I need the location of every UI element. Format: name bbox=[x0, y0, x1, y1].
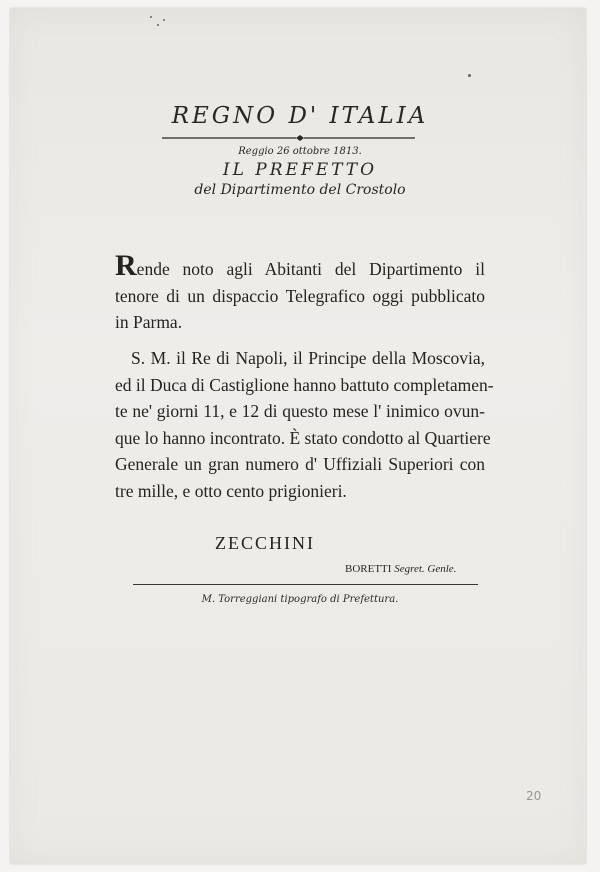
secretary-signature bbox=[345, 563, 456, 575]
text-line: in Parma. bbox=[115, 312, 183, 332]
title-ornament-rule bbox=[0, 134, 600, 142]
secretary-role: Segret. Genle. bbox=[394, 563, 457, 575]
text-line: te ne' giorni 11, e 12 di questo mese l' inimico ovun- bbox=[115, 401, 485, 421]
text-line: Generale un gran numero d' Uffiziali Superiori con bbox=[115, 454, 485, 474]
paragraph-announcement bbox=[115, 249, 485, 336]
divider-rule bbox=[133, 584, 478, 585]
secretary-name: BORETTI bbox=[345, 563, 392, 575]
prefect-heading: IL PREFETTO bbox=[222, 160, 378, 180]
text-line: tre mille, e otto cento prigionieri. bbox=[115, 480, 347, 501]
text-line: Rende noto agli Abitanti del Dipartimento il bbox=[115, 249, 485, 282]
drop-cap: R bbox=[115, 249, 137, 282]
kingdom-title: REGNO D' ITALIA bbox=[171, 103, 429, 129]
department-heading: del Dipartimento del Crostolo bbox=[194, 182, 406, 198]
text-line: tenore di un dispaccio Telegrafico oggi pubblicato bbox=[115, 285, 485, 306]
text-line: que lo hanno incontrato. È stato condotto al Quartiere bbox=[115, 427, 491, 448]
signature-prefect: ZECCHINI bbox=[215, 533, 315, 553]
paragraph-dispatch bbox=[115, 345, 494, 504]
text-line: ed il Duca di Castiglione hanno battuto completamen- bbox=[115, 374, 494, 395]
text-line: S. M. il Re di Napoli, il Principe della Moscovia, bbox=[131, 348, 485, 368]
printer-imprint: M. Torreggiani tipografo di Prefettura. bbox=[201, 594, 399, 605]
pencil-note: 20 bbox=[526, 789, 542, 803]
dateline: Reggio 26 ottobre 1813. bbox=[238, 146, 362, 157]
